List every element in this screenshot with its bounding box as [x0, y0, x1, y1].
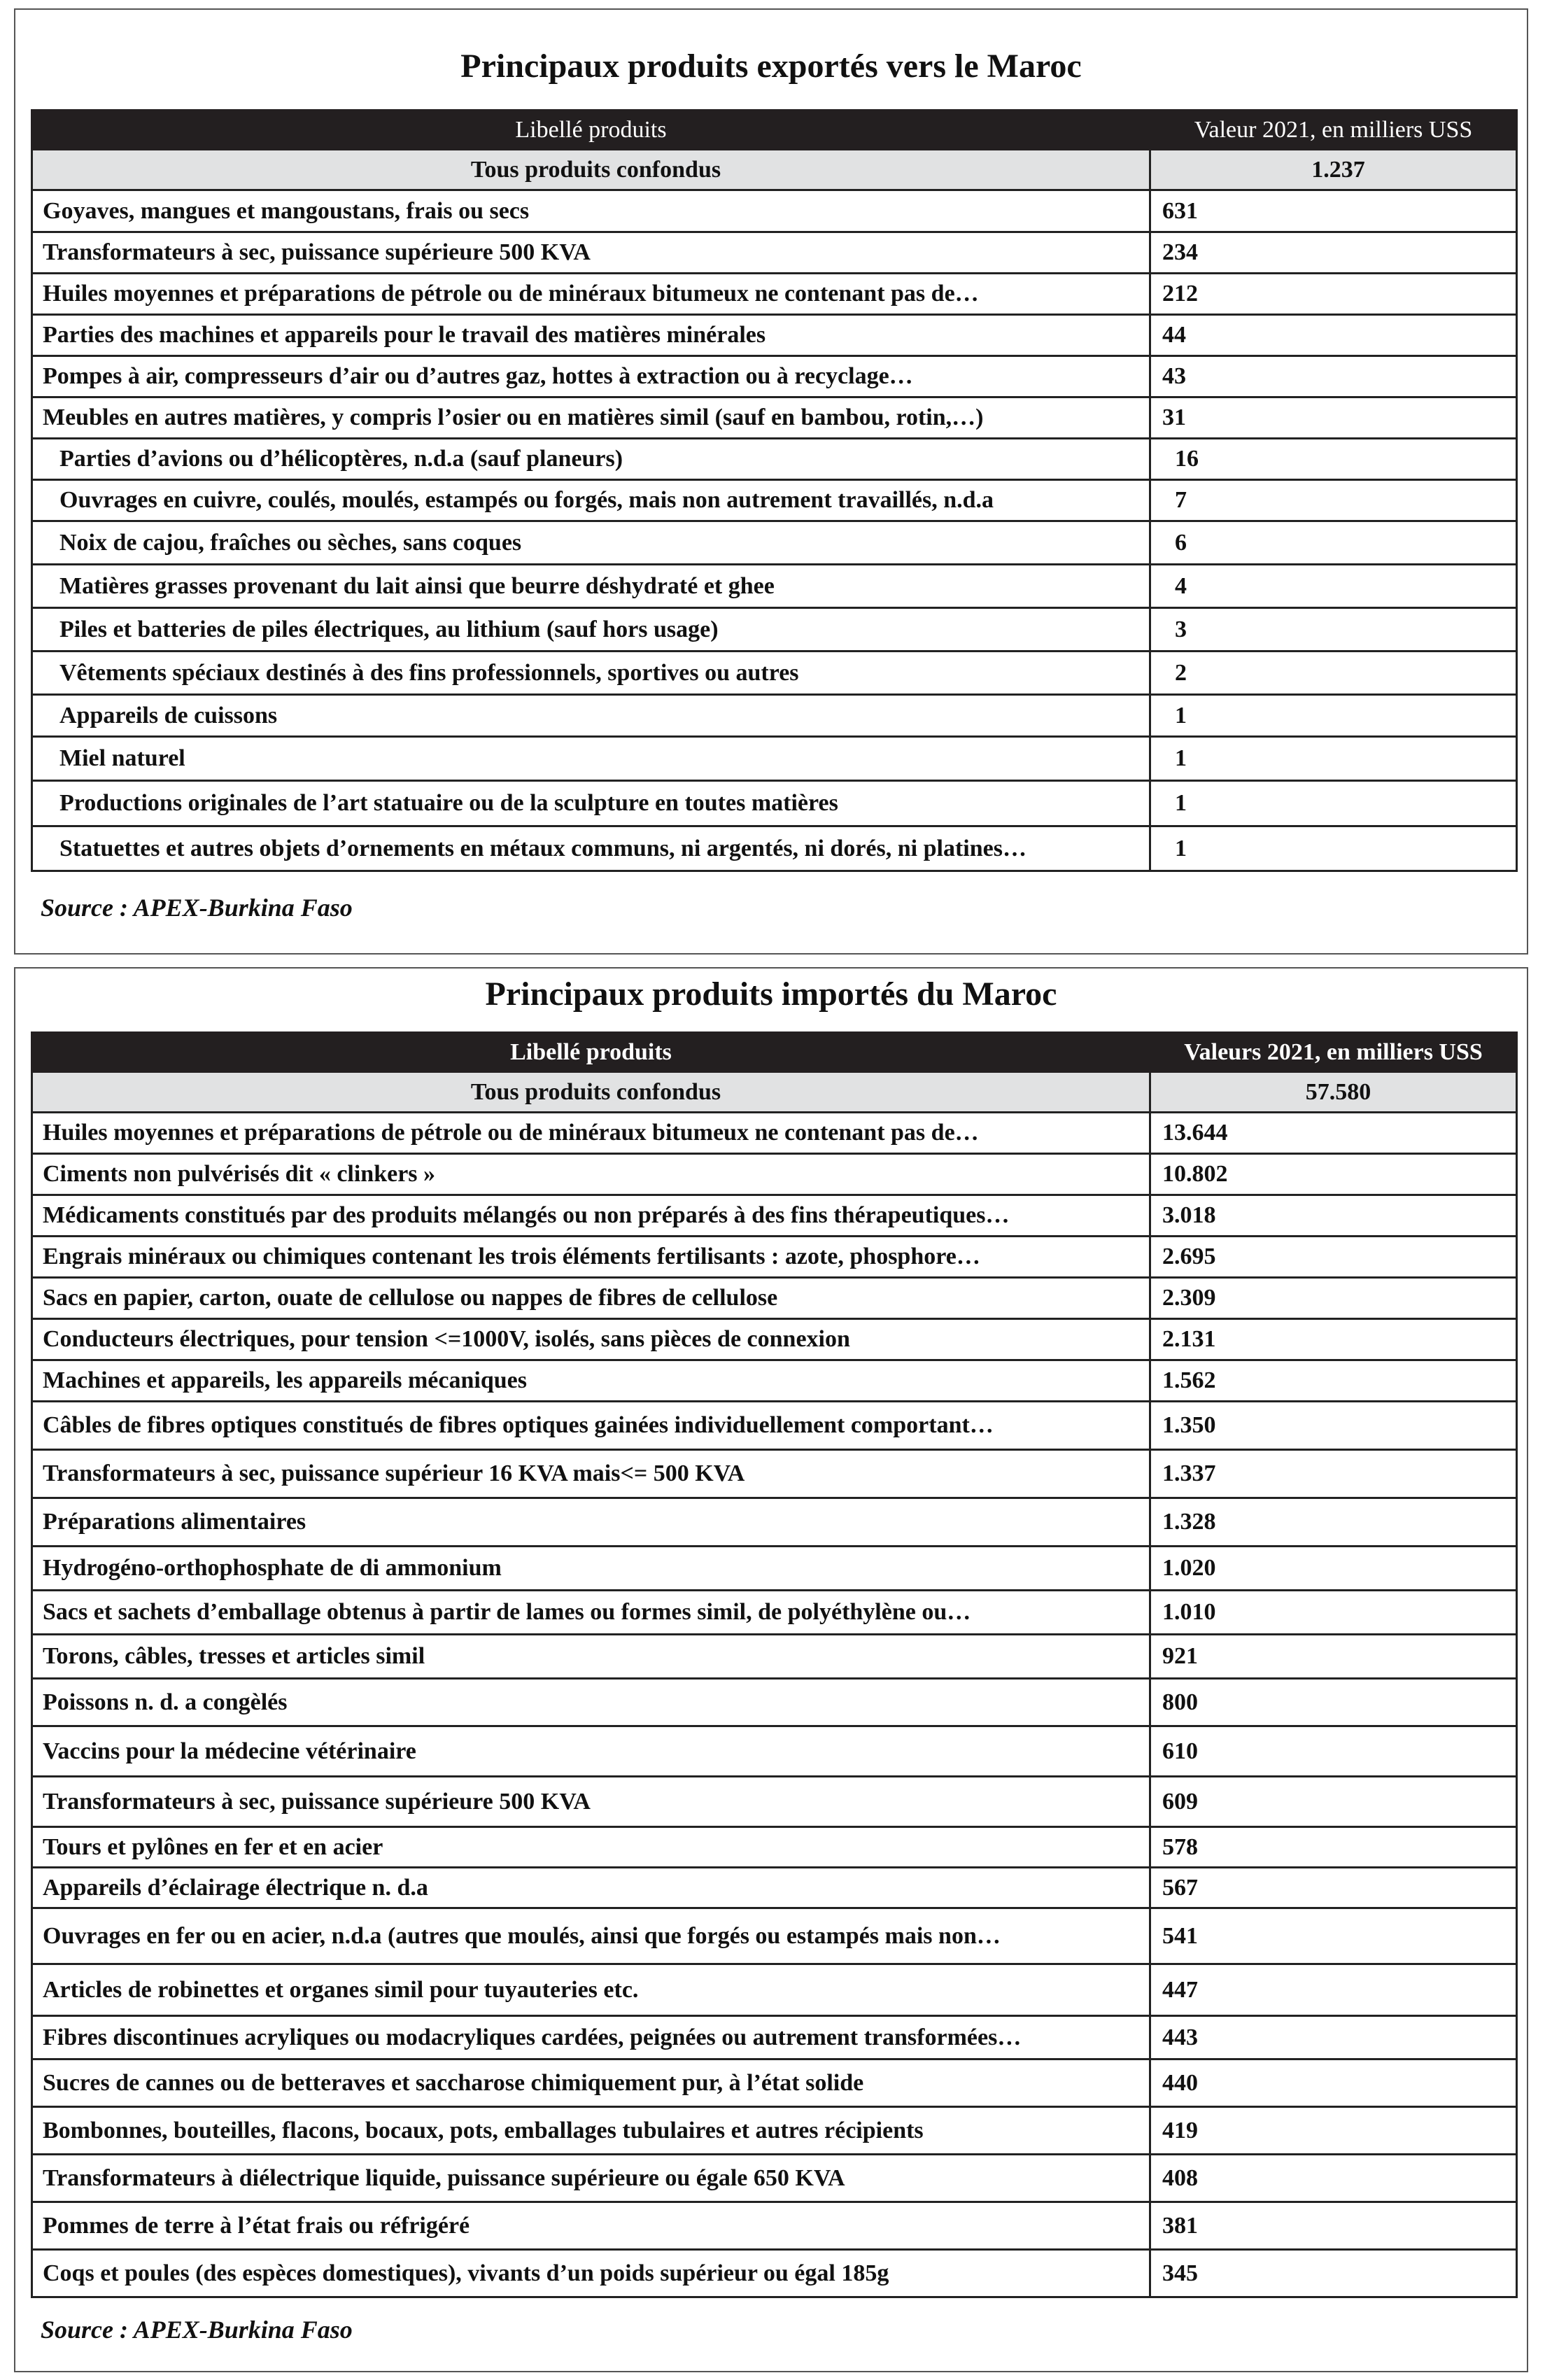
product-label: Parties d’avions ou d’hélicoptères, n.d.a (sauf planeurs)	[32, 439, 1150, 480]
import-total-value: 57.580	[1150, 1072, 1517, 1113]
product-value: 609	[1150, 1777, 1517, 1827]
table-row	[32, 1868, 1517, 1908]
product-value: 1.328	[1150, 1498, 1517, 1547]
import-source: Source : APEX-Burkina Faso	[41, 2316, 353, 2344]
product-value: 1.350	[1150, 1402, 1517, 1450]
product-value: 31	[1150, 397, 1517, 439]
product-value: 13.644	[1150, 1113, 1517, 1154]
table-row	[32, 190, 1517, 232]
product-label: Statuettes et autres objets d’ornements en métaux communs, ni argentés, ni dorés, ni platines…	[32, 826, 1150, 871]
product-value: 541	[1150, 1908, 1517, 1964]
export-col-label-header: Libellé produits	[32, 111, 1150, 150]
product-value: 4	[1150, 565, 1517, 608]
product-label: Transformateurs à diélectrique liquide, puissance supérieure ou égale 650 KVA	[32, 2155, 1150, 2202]
product-label: Coqs et poules (des espèces domestiques), vivants d’un poids supérieur ou égal 185g	[32, 2250, 1150, 2297]
product-label: Appareils d’éclairage électrique n. d.a	[32, 1868, 1150, 1908]
product-label: Piles et batteries de piles électriques, au lithium (sauf hors usage)	[32, 608, 1150, 652]
product-value: 345	[1150, 2250, 1517, 2297]
table-row	[32, 652, 1517, 695]
table-row	[32, 1360, 1517, 1402]
import-title: Principaux produits importés du Maroc	[485, 976, 1057, 1013]
export-col-value-header: Valeur 2021, en milliers USS	[1150, 111, 1517, 150]
table-row	[32, 521, 1517, 565]
product-label: Machines et appareils, les appareils mécaniques	[32, 1360, 1150, 1402]
table-row	[32, 397, 1517, 439]
table-row	[32, 1498, 1517, 1547]
product-value: 800	[1150, 1679, 1517, 1726]
product-value: 447	[1150, 1964, 1517, 2016]
product-value: 2.131	[1150, 1319, 1517, 1360]
product-value: 578	[1150, 1827, 1517, 1868]
table-row	[32, 1450, 1517, 1498]
product-value: 1.337	[1150, 1450, 1517, 1498]
table-row	[32, 1591, 1517, 1635]
product-label: Fibres discontinues acryliques ou modacryliques cardées, peignées ou autrement transformées…	[32, 2016, 1150, 2059]
table-row	[32, 1278, 1517, 1319]
table-row	[32, 356, 1517, 397]
product-label: Sacs et sachets d’emballage obtenus à partir de lames ou formes simil, de polyéthylène ou…	[32, 1591, 1150, 1635]
table-row	[32, 1827, 1517, 1868]
export-total-label: Tous produits confondus	[32, 150, 1150, 190]
table-row	[32, 232, 1517, 274]
table-row	[32, 1195, 1517, 1237]
export-table	[31, 109, 1518, 872]
product-value: 3.018	[1150, 1195, 1517, 1237]
product-label: Pommes de terre à l’état frais ou réfrigéré	[32, 2202, 1150, 2250]
product-value: 1	[1150, 826, 1517, 871]
table-row	[32, 480, 1517, 521]
product-label: Productions originales de l’art statuaire ou de la sculpture en toutes matières	[32, 781, 1150, 826]
product-value: 212	[1150, 274, 1517, 315]
import-col-label-header: Libellé produits	[32, 1033, 1150, 1072]
import-table	[31, 1031, 1518, 2298]
product-label: Miel naturel	[32, 737, 1150, 781]
table-row	[32, 1402, 1517, 1450]
product-label: Articles de robinettes et organes simil pour tuyauteries etc.	[32, 1964, 1150, 2016]
product-label: Pompes à air, compresseurs d’air ou d’autres gaz, hottes à extraction ou à recyclage…	[32, 356, 1150, 397]
export-total-row	[32, 150, 1517, 190]
table-row	[32, 2155, 1517, 2202]
table-row	[32, 274, 1517, 315]
product-value: 408	[1150, 2155, 1517, 2202]
table-row	[32, 1319, 1517, 1360]
table-row	[32, 2107, 1517, 2155]
table-row	[32, 315, 1517, 356]
table-row	[32, 608, 1517, 652]
product-value: 1	[1150, 737, 1517, 781]
product-label: Vêtements spéciaux destinés à des fins professionnels, sportives ou autres	[32, 652, 1150, 695]
product-label: Huiles moyennes et préparations de pétrole ou de minéraux bitumeux ne contenant pas de…	[32, 1113, 1150, 1154]
product-label: Huiles moyennes et préparations de pétrole ou de minéraux bitumeux ne contenant pas de…	[32, 274, 1150, 315]
table-row	[32, 1964, 1517, 2016]
product-label: Poissons n. d. a congèlés	[32, 1679, 1150, 1726]
import-header-row	[32, 1033, 1517, 1072]
product-label: Préparations alimentaires	[32, 1498, 1150, 1547]
product-label: Ciments non pulvérisés dit « clinkers »	[32, 1154, 1150, 1195]
product-value: 567	[1150, 1868, 1517, 1908]
product-value: 6	[1150, 521, 1517, 565]
table-row	[32, 737, 1517, 781]
product-value: 1	[1150, 695, 1517, 737]
table-row	[32, 2250, 1517, 2297]
table-row	[32, 826, 1517, 871]
product-value: 1.010	[1150, 1591, 1517, 1635]
product-label: Câbles de fibres optiques constitués de fibres optiques gainées individuellement comportant…	[32, 1402, 1150, 1450]
table-row	[32, 1908, 1517, 1964]
product-value: 3	[1150, 608, 1517, 652]
export-panel	[14, 8, 1528, 955]
table-row	[32, 2016, 1517, 2059]
import-panel	[14, 967, 1528, 2372]
table-row	[32, 695, 1517, 737]
export-title: Principaux produits exportés vers le Maroc	[460, 48, 1082, 85]
product-label: Vaccins pour la médecine vétérinaire	[32, 1726, 1150, 1777]
product-value: 631	[1150, 190, 1517, 232]
product-label: Sacs en papier, carton, ouate de cellulose ou nappes de fibres de cellulose	[32, 1278, 1150, 1319]
table-row	[32, 1635, 1517, 1679]
product-value: 419	[1150, 2107, 1517, 2155]
import-total-row	[32, 1072, 1517, 1113]
table-row	[32, 1154, 1517, 1195]
product-label: Hydrogéno-orthophosphate de di ammonium	[32, 1547, 1150, 1591]
table-row	[32, 1726, 1517, 1777]
table-row	[32, 781, 1517, 826]
product-value: 2.695	[1150, 1237, 1517, 1278]
product-label: Torons, câbles, tresses et articles simil	[32, 1635, 1150, 1679]
product-value: 10.802	[1150, 1154, 1517, 1195]
table-row	[32, 1237, 1517, 1278]
product-label: Transformateurs à sec, puissance supérieure 500 KVA	[32, 1777, 1150, 1827]
product-label: Appareils de cuissons	[32, 695, 1150, 737]
table-row	[32, 439, 1517, 480]
table-row	[32, 2059, 1517, 2107]
product-value: 16	[1150, 439, 1517, 480]
product-label: Transformateurs à sec, puissance supérieur 16 KVA mais<= 500 KVA	[32, 1450, 1150, 1498]
product-value: 2	[1150, 652, 1517, 695]
product-value: 1.562	[1150, 1360, 1517, 1402]
table-row	[32, 565, 1517, 608]
product-label: Bombonnes, bouteilles, flacons, bocaux, pots, emballages tubulaires et autres récipients	[32, 2107, 1150, 2155]
product-value: 381	[1150, 2202, 1517, 2250]
product-label: Médicaments constitués par des produits mélangés ou non préparés à des fins thérapeutiques…	[32, 1195, 1150, 1237]
product-label: Parties des machines et appareils pour le travail des matières minérales	[32, 315, 1150, 356]
product-label: Conducteurs électriques, pour tension <=1000V, isolés, sans pièces de connexion	[32, 1319, 1150, 1360]
product-label: Ouvrages en cuivre, coulés, moulés, estampés ou forgés, mais non autrement travaillés, n.d.a	[32, 480, 1150, 521]
product-value: 610	[1150, 1726, 1517, 1777]
product-label: Matières grasses provenant du lait ainsi que beurre déshydraté et ghee	[32, 565, 1150, 608]
export-header-row	[32, 111, 1517, 150]
table-row	[32, 2202, 1517, 2250]
table-row	[32, 1777, 1517, 1827]
product-label: Noix de cajou, fraîches ou sèches, sans coques	[32, 521, 1150, 565]
product-value: 440	[1150, 2059, 1517, 2107]
table-row	[32, 1679, 1517, 1726]
product-label: Goyaves, mangues et mangoustans, frais ou secs	[32, 190, 1150, 232]
product-value: 1.020	[1150, 1547, 1517, 1591]
product-label: Transformateurs à sec, puissance supérieure 500 KVA	[32, 232, 1150, 274]
product-value: 443	[1150, 2016, 1517, 2059]
table-row	[32, 1113, 1517, 1154]
import-total-label: Tous produits confondus	[32, 1072, 1150, 1113]
product-label: Sucres de cannes ou de betteraves et saccharose chimiquement pur, à l’état solide	[32, 2059, 1150, 2107]
import-col-value-header: Valeurs 2021, en milliers USS	[1150, 1033, 1517, 1072]
table-row	[32, 1547, 1517, 1591]
product-value: 7	[1150, 480, 1517, 521]
product-label: Tours et pylônes en fer et en acier	[32, 1827, 1150, 1868]
product-label: Meubles en autres matières, y compris l’osier ou en matières simil (sauf en bambou, rotin,…)	[32, 397, 1150, 439]
export-source: Source : APEX-Burkina Faso	[41, 894, 353, 922]
product-label: Engrais minéraux ou chimiques contenant les trois éléments fertilisants : azote, phosphore…	[32, 1237, 1150, 1278]
product-value: 43	[1150, 356, 1517, 397]
export-total-value: 1.237	[1150, 150, 1517, 190]
product-value: 234	[1150, 232, 1517, 274]
product-value: 2.309	[1150, 1278, 1517, 1319]
product-value: 44	[1150, 315, 1517, 356]
product-value: 921	[1150, 1635, 1517, 1679]
product-value: 1	[1150, 781, 1517, 826]
product-label: Ouvrages en fer ou en acier, n.d.a (autres que moulés, ainsi que forgés ou estampés mais non…	[32, 1908, 1150, 1964]
